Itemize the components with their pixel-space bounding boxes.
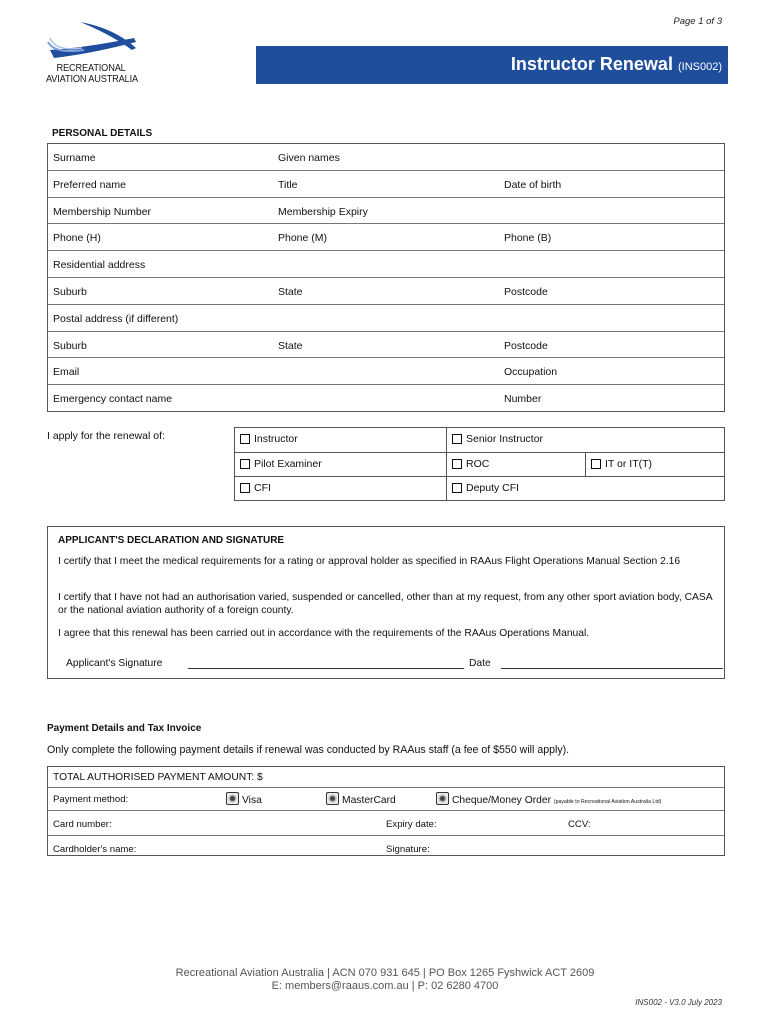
- logo-wordmark: RECREATIONAL AVIATION AUSTRALIA: [46, 62, 139, 85]
- field-label: Phone (M): [278, 232, 328, 245]
- personal-details-row[interactable]: [48, 277, 724, 304]
- field-label: Membership Expiry: [278, 205, 368, 218]
- signature-label: Applicant's Signature: [66, 658, 163, 669]
- personal-details-row[interactable]: [48, 223, 724, 250]
- footer: [0, 967, 770, 993]
- date-line[interactable]: [501, 668, 723, 669]
- field-label: Phone (B): [504, 232, 552, 245]
- personal-details-row[interactable]: [48, 304, 724, 331]
- field-label: Preferred name: [53, 178, 126, 191]
- field-label: Phone (H): [53, 232, 101, 245]
- footer-address: Recreational Aviation Australia | ACN 070 931 645 | PO Box 1265 Fyshwick ACT 2609: [175, 967, 595, 979]
- signature-line[interactable]: [188, 668, 464, 669]
- field-label: Date of birth: [504, 178, 562, 191]
- field-label: Given names: [278, 152, 340, 164]
- field-label: Occupation: [504, 366, 558, 379]
- field-label: Number: [504, 393, 542, 406]
- personal-details-heading: PERSONAL DETAILS: [52, 128, 153, 139]
- payment-method-label: Payment method:: [53, 794, 129, 805]
- title-bar: [256, 46, 728, 84]
- pilot-examiner-checkbox[interactable]: Pilot Examiner: [240, 458, 322, 470]
- senior-instructor-checkbox[interactable]: Senior Instructor: [452, 433, 543, 445]
- roc-checkbox[interactable]: ROC: [452, 458, 489, 470]
- field-label: Email: [53, 366, 80, 379]
- field-label: Postcode: [504, 339, 548, 352]
- declaration-authorisation: I certify that I have not had an authorisation varied, suspended or cancelled, other than at my request, from any other sport aviation body, CASA or the national aviation authority of a foreign county.: [58, 592, 713, 616]
- expiry-date-label: Expiry date:: [386, 818, 437, 830]
- field-label: Residential address: [53, 259, 146, 272]
- card-number-label: Card number:: [53, 818, 112, 830]
- cheque-option[interactable]: Cheque/Money Order (payable to Recreational Aviation Australia Ltd): [436, 792, 661, 806]
- field-label: Membership Number: [53, 205, 152, 218]
- field-label: Suburb: [53, 339, 87, 352]
- personal-details-table: [47, 143, 725, 412]
- deputy-cfi-checkbox[interactable]: Deputy CFI: [452, 482, 519, 494]
- personal-details-row[interactable]: [48, 197, 724, 224]
- payment-heading: Payment Details and Tax Invoice: [47, 723, 202, 734]
- visa-radio-icon[interactable]: [226, 792, 239, 805]
- ccv-label: CCV:: [568, 818, 591, 830]
- field-label: Postal address (if different): [53, 312, 179, 325]
- visa-option[interactable]: Visa: [226, 792, 262, 806]
- personal-details-row[interactable]: [48, 384, 724, 411]
- declaration-medical: I certify that I meet the medical requirements for a rating or approval holder as specified in RAAus Flight Operations Manual Section 2.16: [58, 556, 681, 567]
- declaration-agreement: I agree that this renewal has been carried out in accordance with the requirements of the RAAus Operations Manual.: [58, 628, 590, 639]
- it-checkbox[interactable]: IT or IT(T): [591, 458, 652, 470]
- footer-contact: E: members@raaus.com.au | P: 02 6280 4700: [271, 980, 499, 992]
- form-title: Instructor Renewal (INS002): [510, 54, 722, 74]
- field-label: State: [278, 339, 303, 352]
- field-label: Emergency contact name: [53, 393, 173, 406]
- apply-label: I apply for the renewal of:: [47, 430, 165, 442]
- cheque-radio-icon[interactable]: [436, 792, 449, 805]
- instructor-checkbox[interactable]: Instructor: [240, 433, 298, 445]
- field-label: Title: [278, 178, 298, 191]
- field-label: Surname: [53, 152, 96, 164]
- personal-details-row[interactable]: [48, 144, 724, 170]
- payment-signature-label: Signature:: [386, 843, 430, 855]
- payment-table: [47, 766, 725, 856]
- mastercard-option[interactable]: MasterCard: [326, 792, 396, 806]
- cardholder-name-label: Cardholder's name:: [53, 843, 137, 855]
- declaration-heading: APPLICANT'S DECLARATION AND SIGNATURE: [58, 535, 285, 546]
- personal-details-row[interactable]: [48, 170, 724, 197]
- field-label: Suburb: [53, 285, 87, 298]
- page-number: Page 1 of 3: [673, 16, 722, 27]
- renewal-options: [234, 427, 725, 501]
- personal-details-row[interactable]: [48, 331, 724, 358]
- cfi-checkbox[interactable]: CFI: [240, 482, 271, 494]
- field-label: State: [278, 285, 303, 298]
- declaration-section: [47, 526, 725, 679]
- total-amount-label: TOTAL AUTHORISED PAYMENT AMOUNT: $: [53, 772, 263, 783]
- form-version: INS002 - V3.0 July 2023: [635, 998, 722, 1007]
- mastercard-radio-icon[interactable]: [326, 792, 339, 805]
- personal-details-row[interactable]: [48, 357, 724, 384]
- personal-details-row[interactable]: [48, 250, 724, 277]
- date-label: Date: [469, 658, 491, 669]
- payment-note: Only complete the following payment details if renewal was conducted by RAAus staff (a fee of $550 will apply).: [47, 744, 570, 756]
- field-label: Postcode: [504, 285, 548, 298]
